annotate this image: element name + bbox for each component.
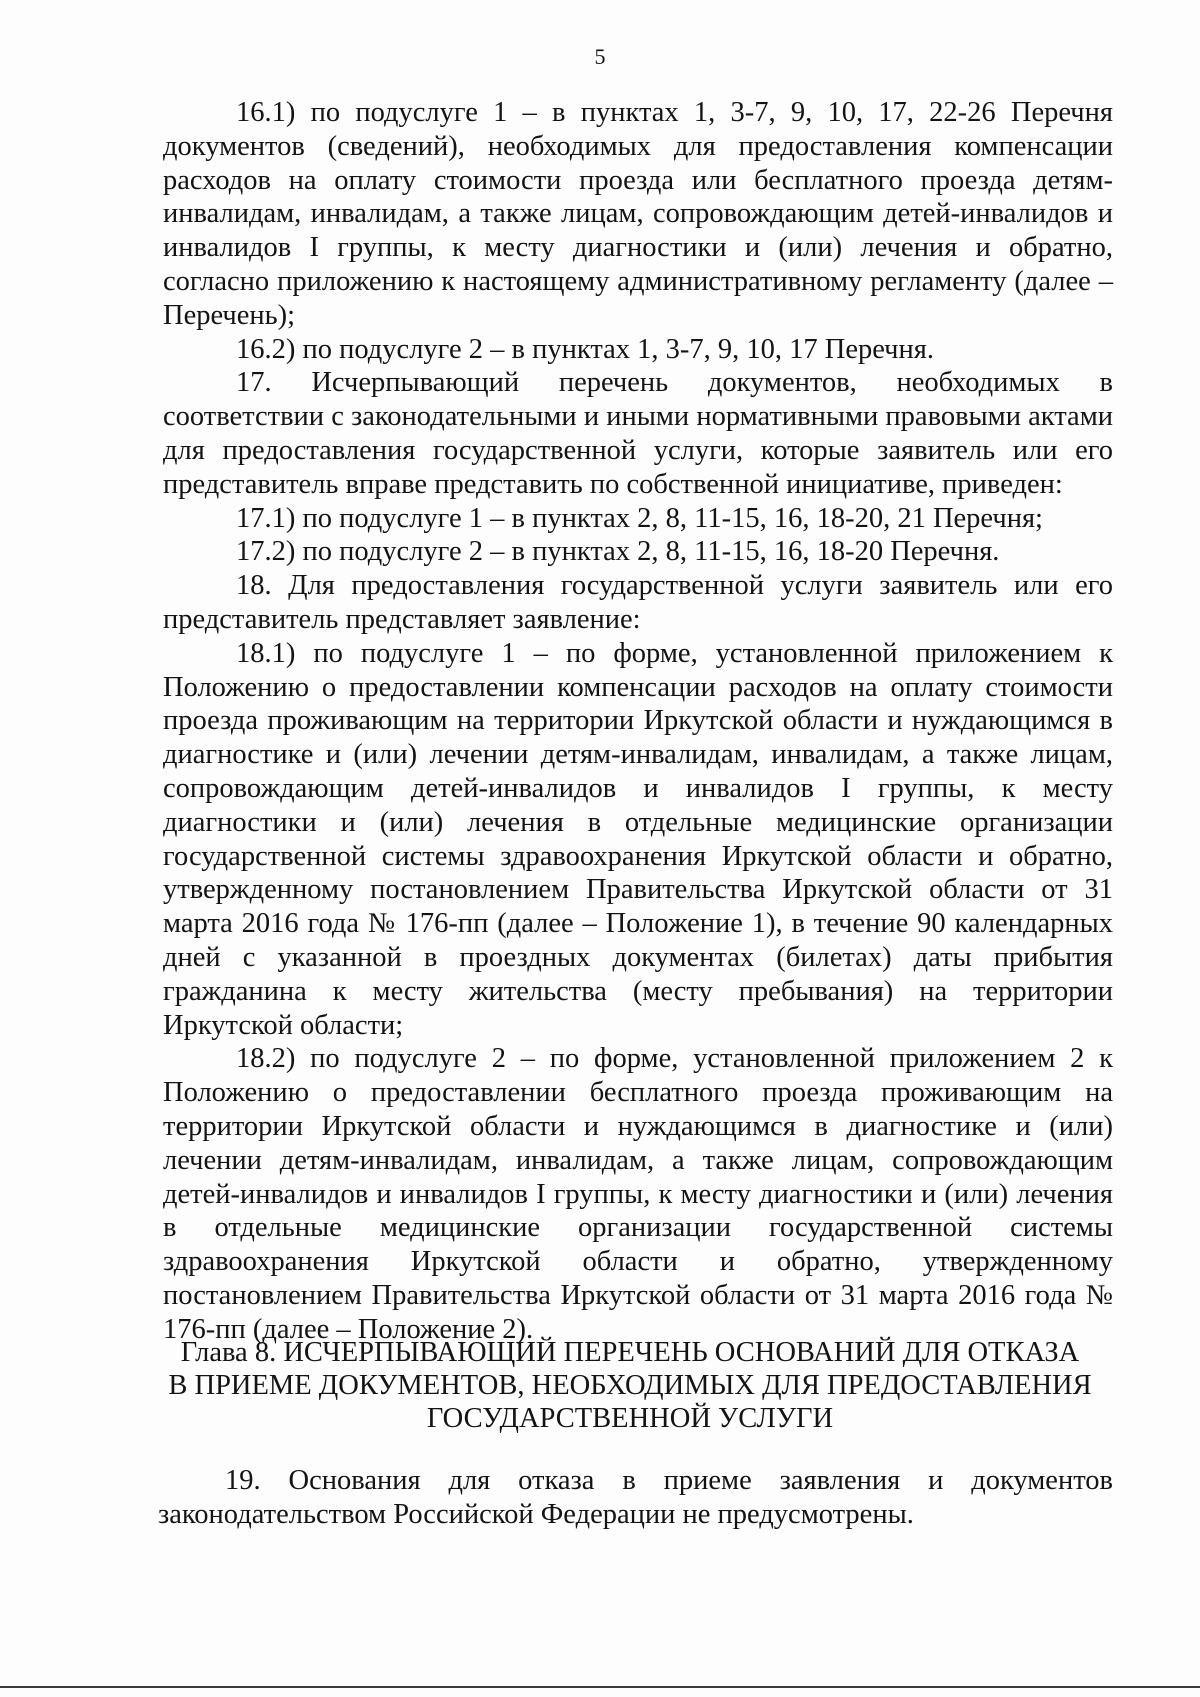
chapter-heading bbox=[150, 1336, 1110, 1435]
body-text bbox=[163, 96, 1113, 1346]
paragraph-17: 17. Исчерпывающий перечень документов, необходимых в соответствии с законодательными и иными нормативными правовыми актами для предоставления государственной услуги, которые заявитель или его представитель вправе представить по собственной инициативе, приведен: bbox=[163, 367, 1113, 500]
paragraph-16-2: 16.2) по подуслуге 2 – в пунктах 1, 3-7, 9, 10, 17 Перечня. bbox=[236, 333, 934, 365]
paragraph-18-2: 18.2) по подуслуге 2 – по форме, установленной приложением 2 к Положению о предоставлении бесплатного проезда проживающим на территории Иркутской области и нуждающимся в диагностике и (или) лечении детям-инвалидам, инвалидам, а также лицам, сопровождающим детей-инвалидов и инвалидов I группы, к месту диагностики и (или) лечения в отдельные медицинские организации государственной системы здравоохранения Иркутской области и обратно, утвержденному постановлением Правительства Иркутской области от 31 марта 2016 года № 176-пп (далее – Положение 2). bbox=[163, 1043, 1113, 1345]
chapter-heading-line-3: ГОСУДАРСТВЕННОЙ УСЛУГИ bbox=[426, 1403, 834, 1434]
paragraph-18: 18. Для предоставления государственной услуги заявитель или его представитель представляет заявление: bbox=[163, 570, 1113, 635]
page-number: 5 bbox=[594, 44, 606, 69]
paragraph-17-2: 17.2) по подуслуге 2 – в пунктах 2, 8, 11-15, 16, 18-20 Перечня. bbox=[236, 536, 1000, 568]
paragraph-19: 19. Основания для отказа в приеме заявления и документов законодательством Российской Федерации не предусмотрены. bbox=[158, 1465, 1113, 1530]
paragraph-17-1: 17.1) по подуслуге 1 – в пунктах 2, 8, 11-15, 16, 18-20, 21 Перечня; bbox=[236, 502, 1043, 534]
final-text bbox=[158, 1464, 1113, 1532]
paragraph-16-1: 16.1) по подуслуге 1 – в пунктах 1, 3-7, 9, 10, 17, 22-26 Перечня документов (сведений), необходимых для предоставления компенсации расходов на оплату стоимости проезда или бесплатного проезда детям-инвалидам, инвалидам, а также лицам, сопровождающим детей-инвалидов и инвалидов I группы, к месту диагностики и (или) лечения и обратно, согласно приложению к настоящему административному регламенту (далее – Перечень); bbox=[163, 97, 1113, 331]
page-bottom-rule bbox=[0, 1686, 1200, 1688]
chapter-heading-line-2: В ПРИЕМЕ ДОКУМЕНТОВ, НЕОБХОДИМЫХ ДЛЯ ПРЕДОСТАВЛЕНИЯ bbox=[168, 1370, 1092, 1401]
paragraph-18-1: 18.1) по подуслуге 1 – по форме, установленной приложением к Положению о предоставлении компенсации расходов на оплату стоимости проезда проживающим на территории Иркутской области и нуждающимся в диагностике и (или) лечении детям-инвалидам, инвалидам, а также лицам, сопровождающим детей-инвалидов и инвалидов I группы, к месту диагностики и (или) лечения в отдельные медицинские организации государственной системы здравоохранения Иркутской области и обратно, утвержденному постановлением Правительства Иркутской области от 31 марта 2016 года № 176-пп (далее – Положение 1), в течение 90 календарных дней с указанной в проездных документах (билетах) даты прибытия гражданина к месту жительства (месту пребывания) на территории Иркутской области; bbox=[163, 637, 1113, 1041]
chapter-heading-line-1: Глава 8. ИСЧЕРПЫВАЮЩИЙ ПЕРЕЧЕНЬ ОСНОВАНИЙ ДЛЯ ОТКАЗА bbox=[180, 1337, 1080, 1368]
